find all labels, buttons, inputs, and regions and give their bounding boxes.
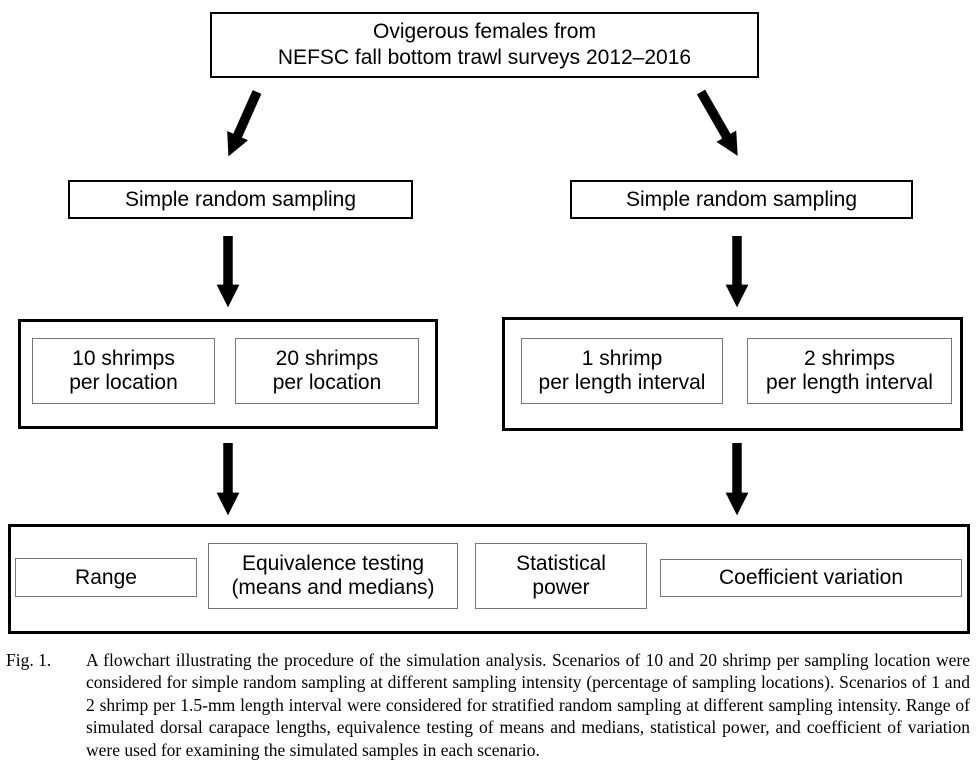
scenario-box-1-shrimp (521, 338, 723, 404)
scenario-line1: 20 shrimps (275, 347, 379, 370)
scenario-line2: per location (69, 371, 178, 394)
output-box-range (15, 558, 197, 597)
scenario-line1: 10 shrimps (72, 347, 175, 370)
scenario-box-2-shrimps (747, 338, 952, 404)
scenario-line2: per length interval (538, 371, 706, 394)
source-box-line1: Ovigerous females from (373, 20, 596, 43)
scenario-box-20-shrimps (235, 338, 419, 404)
figure-caption-text: A flowchart illustrating the procedure of the simulation analysis. Scenarios of 10 and 20 shrimp per sampling location were considered for simple random sampling at different sampling intensity (percentage of sampling locations). Scenarios of 1 and 2 shrimp per 1.5-mm length interval were considered for stratified random sampling at different sampling intensity. Range of simulated dorsal carapace lengths, equivalence testing of means and medians, statistical power, and coefficient of variation were used for examining the simulated samples in each scenario. (86, 650, 970, 760)
output-box-equivalence (208, 543, 458, 609)
left-sampling-label: Simple random sampling (124, 187, 357, 211)
arrow-down-left-icon (233, 92, 257, 146)
output-box-statistical-power (475, 543, 647, 609)
scenario-line2: per location (272, 371, 382, 394)
left-sampling-box (68, 180, 413, 219)
output-equivalence-line1: Equivalence testing (241, 552, 425, 575)
source-box (210, 12, 759, 78)
figure-caption-label: Fig. 1. (6, 650, 52, 670)
output-power-line2: power (532, 576, 590, 599)
figure-caption (6, 649, 970, 761)
output-equivalence-line2: (means and medians) (231, 576, 435, 599)
right-sampling-label: Simple random sampling (625, 187, 858, 211)
output-power-line1: Statistical (516, 552, 606, 575)
source-box-line2: NEFSC fall bottom trawl surveys 2012–2016 (277, 46, 692, 69)
scenario-line1: 2 shrimps (803, 347, 896, 370)
output-box-coefficient-variation (660, 559, 962, 597)
scenario-line2: per length interval (766, 371, 933, 394)
scenario-box-10-shrimps (32, 338, 215, 404)
scenario-line1: 1 shrimp (581, 347, 663, 370)
right-sampling-box (570, 180, 913, 219)
output-coefficient-label: Coefficient variation (718, 566, 904, 589)
output-range-label: Range (75, 565, 137, 589)
arrow-down-right-icon (701, 92, 732, 146)
